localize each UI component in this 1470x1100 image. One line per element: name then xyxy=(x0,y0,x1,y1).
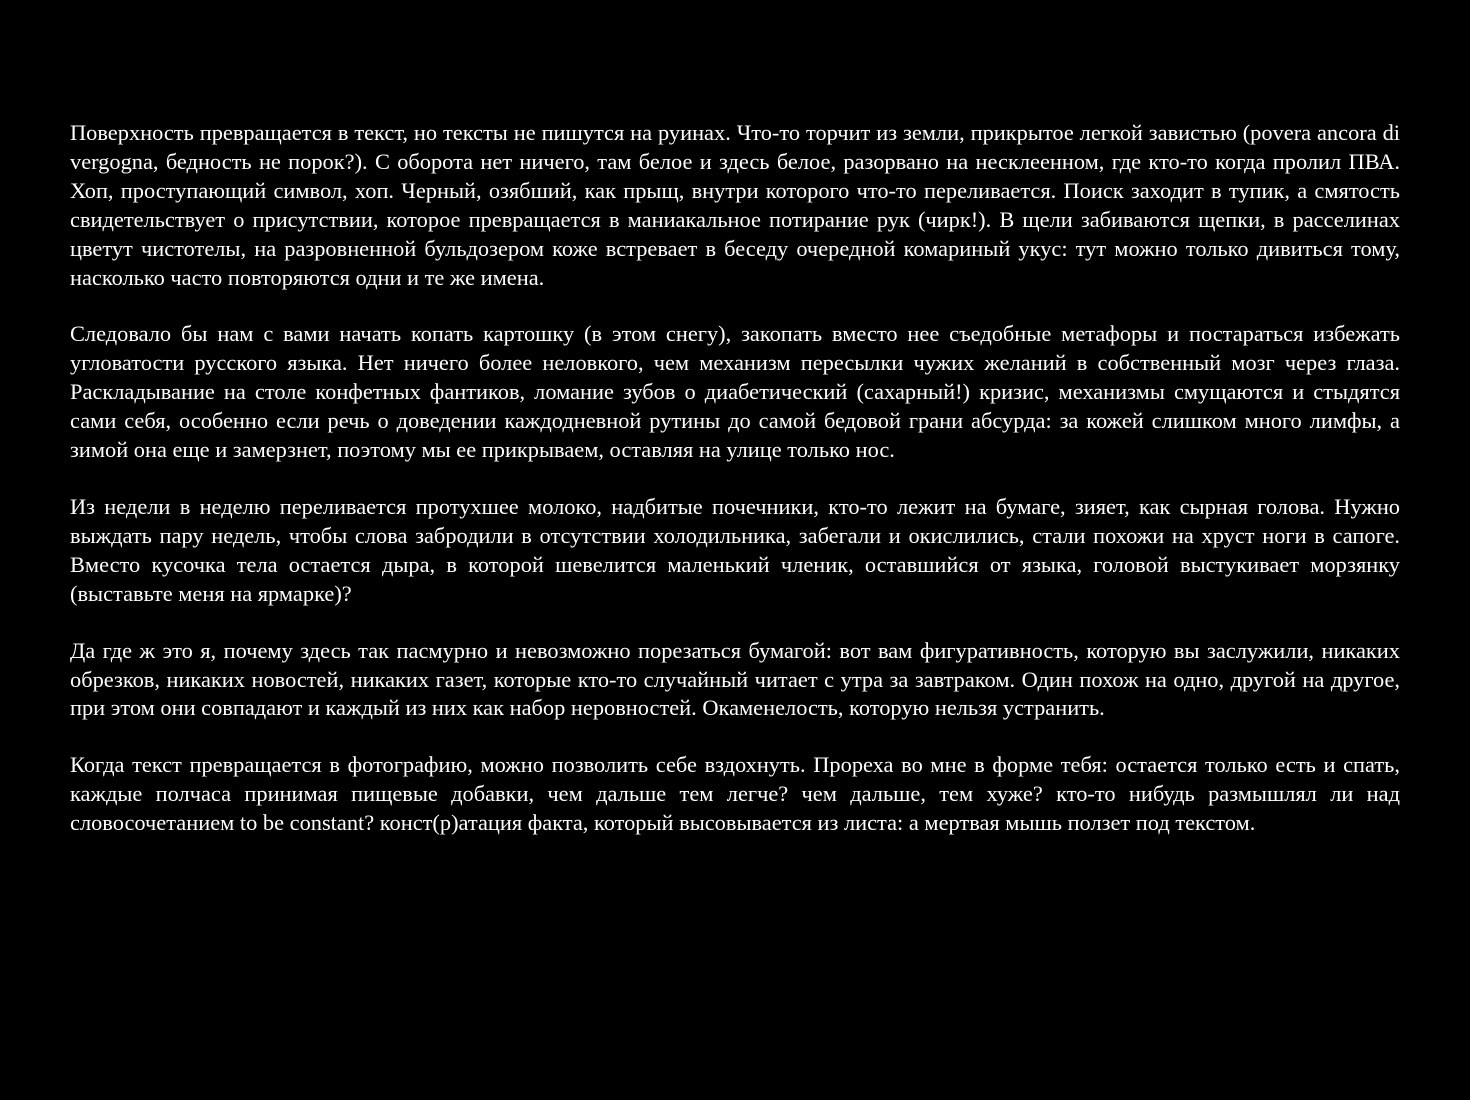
paragraph-1: Поверхность превращается в текст, но тексты не пишутся на руинах. Что-то торчит из земли, прикрытое легкой завистью (povera ancora di vergogna, бедность не порок?). С оборота нет ничего, там белое и здесь белое, разорвано на несклеенном, где кто-то когда пролил ПВА. Хоп, проступающий символ, хоп. Черный, озябший, как прыщ, внутри которого что-то переливается. Поиск заходит в тупик, а смятость свидетельствует о присутствии, которое превращается в маниакальное потирание рук (чирк!). В щели забиваются щепки, в расселинах цветут чистотелы, на разровненной бульдозером коже встревает в беседу очередной комариный укус: тут можно только дивиться тому, насколько часто повторяются одни и те же имена. xyxy=(70,120,1400,290)
paragraph-5: Когда текст превращается в фотографию, можно позволить себе вздохнуть. Прореха во мне в форме тебя: остается только есть и спать, каждые полчаса принимая пищевые добавки, чем дальше тем легче? чем дальше, тем хуже? кто-то нибудь размышлял ли над словосочетанием to be constant? конст(р)атация факта, который высовывается из листа: а мертвая мышь ползет под текстом. xyxy=(70,752,1400,836)
paragraph-4: Да где ж это я, почему здесь так пасмурно и невозможно порезаться бумагой: вот вам фигуративность, которую вы заслужили, никаких обрезков, никаких новостей, никаких газет, которые кто-то случайный читает с утра за завтраком. Один похож на одно, другой на другое, при этом они совпадают и каждый из них как набор неровностей. Окаменелость, которую нельзя устранить. xyxy=(70,637,1400,721)
paragraph-2: Следовало бы нам с вами начать копать картошку (в этом снегу), закопать вместо нее съедобные метафоры и постараться избежать угловатости русского языка. Нет ничего более неловкого, чем механизм пересылки чужих желаний в собственный мозг через глаза. Раскладывание на столе конфетных фантиков, ломание зубов о диабетический (сахарный!) кризис, механизмы смущаются и стыдятся сами себя, особенно если речь о доведении каждодневной рутины до самой бедовой грани абсурда: за кожей слишком много лимфы, а зимой она еще и замерзнет, поэтому мы ее прикрываем, оставляя на улице только нос. xyxy=(70,321,1400,463)
paragraph-3: Из недели в неделю переливается протухшее молоко, надбитые почечники, кто-то лежит на бумаге, зияет, как сырная голова. Нужно выждать пару недель, чтобы слова забродили в отсутствии холодильника, забегали и окислились, стали похожи на хруст ноги в сапоге. Вместо кусочка тела остается дыра, в которой шевелится маленький членик, оставшийся от языка, головой выстукивает морзянку (выставьте меня на ярмарке)? xyxy=(70,493,1400,606)
text-body xyxy=(70,119,1400,838)
